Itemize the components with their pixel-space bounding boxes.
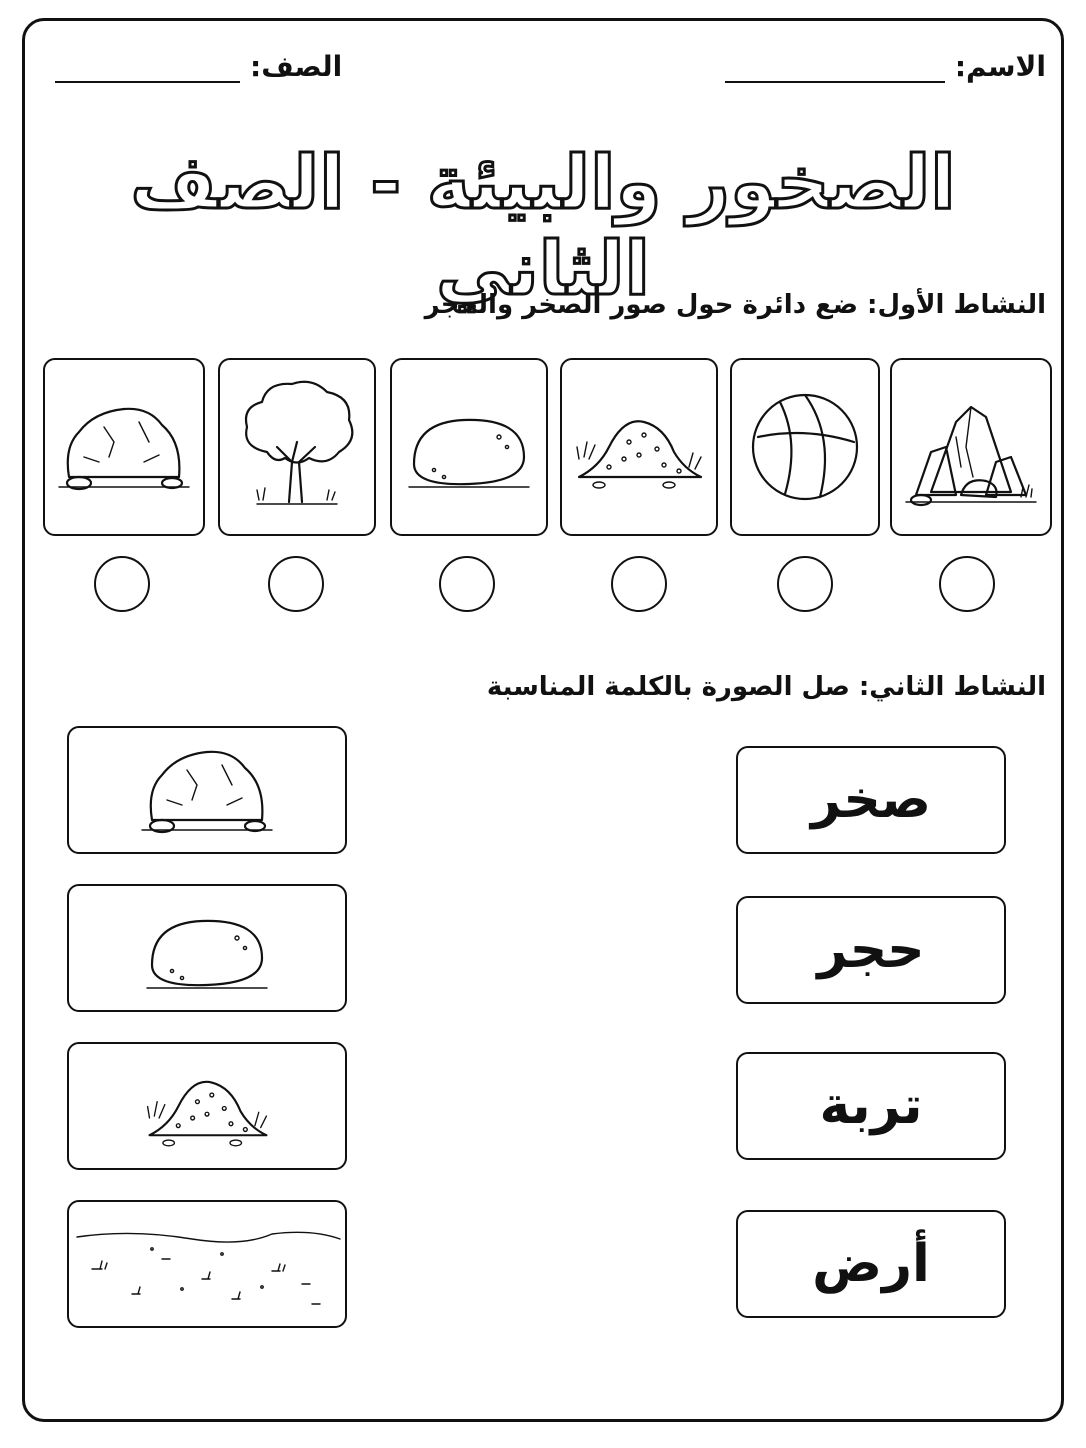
card-soil-pile[interactable] <box>560 358 718 536</box>
card-mountain-rocks[interactable] <box>890 358 1052 536</box>
match-picture-round-stone[interactable] <box>67 884 347 1012</box>
boulder-icon <box>54 387 194 507</box>
answer-circle-5[interactable] <box>268 556 324 612</box>
card-boulder[interactable] <box>43 358 205 536</box>
name-field[interactable] <box>725 50 1046 83</box>
card-tree[interactable] <box>218 358 376 536</box>
card-beach-ball[interactable] <box>730 358 880 536</box>
match-picture-boulder[interactable] <box>67 726 347 854</box>
soil-pile-icon <box>112 1049 302 1164</box>
class-line[interactable] <box>55 81 240 83</box>
worksheet-title: الصخور والبيئة - الصف الثاني <box>130 140 956 312</box>
answer-circle-2[interactable] <box>777 556 833 612</box>
round-stone-icon <box>122 893 292 1003</box>
beach-ball-icon <box>740 382 870 512</box>
tree-icon <box>227 372 367 522</box>
match-word-4[interactable]: أرض <box>736 1210 1006 1318</box>
answer-circle-3[interactable] <box>611 556 667 612</box>
answer-circle-6[interactable] <box>94 556 150 612</box>
card-round-stone[interactable] <box>390 358 548 536</box>
name-line[interactable] <box>725 81 945 83</box>
class-label: الصف: <box>250 50 343 83</box>
match-picture-ground[interactable] <box>67 1200 347 1328</box>
match-word-1[interactable]: صخر <box>736 746 1006 854</box>
boulder-icon <box>122 730 292 850</box>
ground-icon <box>72 1209 342 1319</box>
activity1-instruction: النشاط الأول: ضع دائرة حول صور الصخر والحجر <box>424 290 1046 320</box>
round-stone-icon <box>399 392 539 502</box>
answer-circle-4[interactable] <box>439 556 495 612</box>
match-word-2[interactable]: حجر <box>736 896 1006 1004</box>
soil-pile-icon <box>569 387 709 507</box>
match-word-3[interactable]: تربة <box>736 1052 1006 1160</box>
name-label: الاسم: <box>954 50 1046 83</box>
mountain-rocks-icon <box>901 377 1041 517</box>
activity2-instruction: النشاط الثاني: صل الصورة بالكلمة المناسبة <box>486 672 1046 702</box>
match-picture-soil-pile[interactable] <box>67 1042 347 1170</box>
class-field[interactable] <box>55 50 342 83</box>
answer-circle-1[interactable] <box>939 556 995 612</box>
